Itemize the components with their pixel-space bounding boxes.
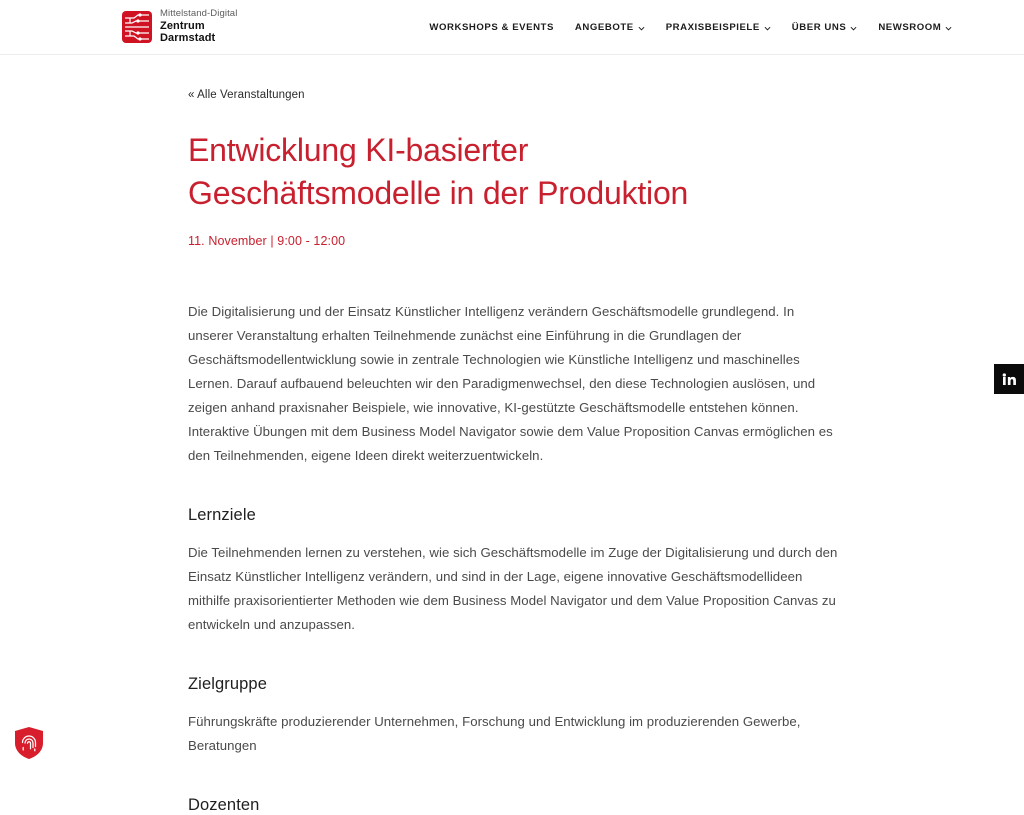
brand-line-3: Darmstadt (160, 32, 216, 45)
section-body: Die Teilnehmenden lernen zu verstehen, wie sich Geschäftsmodelle im Zuge der Digitalisierung und durch den Einsatz Künstlicher Intelligenz verändern, und sind in der Lage, eigene innovative Geschäftsmodellideen mithilfe praxisorientierter Methoden wie dem Business Model Navigator und dem Value Proposition Canvas zu entwickeln und anzupassen. (188, 545, 838, 633)
section-body: Führungskräfte produzierender Unternehmen, Forschung und Entwicklung im produzierenden Gewerbe, Beratungen (188, 714, 801, 754)
nav-item-angebote[interactable] (575, 22, 645, 33)
chevron-down-icon (850, 25, 857, 32)
nav-item-label: WORKSHOPS & EVENTS (429, 21, 554, 33)
share-linkedin-button[interactable] (994, 364, 1024, 394)
brand-line-1: Mittelstand-Digital (160, 8, 238, 20)
chevron-down-icon (764, 25, 771, 32)
section-heading: Lernziele (188, 506, 256, 525)
nav-item-ueber-uns[interactable] (792, 22, 858, 33)
shield-fingerprint-icon (14, 726, 44, 760)
nav-item-label: ANGEBOTE (574, 21, 634, 33)
section-dozenten (188, 796, 904, 815)
privacy-settings-badge[interactable] (14, 726, 44, 760)
section-heading: Dozenten (188, 796, 260, 815)
nav-item-label: ÜBER UNS (791, 21, 847, 33)
page-title: Entwicklung KI-basierter Geschäftsmodelle in der Produktion (188, 132, 689, 211)
event-description: Die Digitalisierung und der Einsatz Künstlicher Intelligenz verändern Geschäftsmodelle grundlegend. In unserer Veranstaltung erhalten Teilnehmende zunächst eine Einführung in die Grundlagen der Geschäftsmodellentwicklung sowie in zentrale Technologien wie Künstliche Intelligenz und maschinelles Lernen. Darauf aufbauend beleuchten wir den Paradigmenwechsel, den diese Technologien auslösen, und zeigen anhand praxisnaher Beispiele, wie innovative, KI-gestützte Geschäftsmodelle entstehen können. Interaktive Übungen mit dem Business Model Navigator sowie dem Value Proposition Canvas ermöglichen es den Teilnehmenden, eigene Ideen direkt weiterzuentwickeln. (188, 304, 833, 464)
chevron-down-icon (945, 25, 952, 32)
section-heading: Zielgruppe (188, 675, 267, 694)
site-logo[interactable] (122, 9, 237, 44)
brand-line-2: Zentrum (160, 20, 205, 32)
site-header (0, 0, 1024, 55)
linkedin-icon (1001, 371, 1017, 387)
social-share-rail (994, 364, 1024, 394)
nav-item-label: PRAXISBEISPIELE (665, 21, 760, 33)
breadcrumb-back-link[interactable]: « Alle Veranstaltungen (188, 89, 305, 101)
section-lernziele (188, 506, 904, 637)
nav-item-workshops-events[interactable] (429, 22, 554, 33)
main-navigation (429, 22, 952, 33)
nav-item-newsroom[interactable] (878, 22, 952, 33)
brand-wordmark (160, 9, 237, 44)
nav-item-label: NEWSROOM (878, 21, 942, 33)
section-zielgruppe (188, 675, 904, 758)
event-date: 11. November | 9:00 - 12:00 (188, 234, 346, 249)
circuit-board-logo-icon (122, 11, 152, 43)
event-detail-page (0, 55, 1024, 815)
chevron-down-icon (638, 25, 645, 32)
nav-item-praxisbeispiele[interactable] (666, 22, 771, 33)
